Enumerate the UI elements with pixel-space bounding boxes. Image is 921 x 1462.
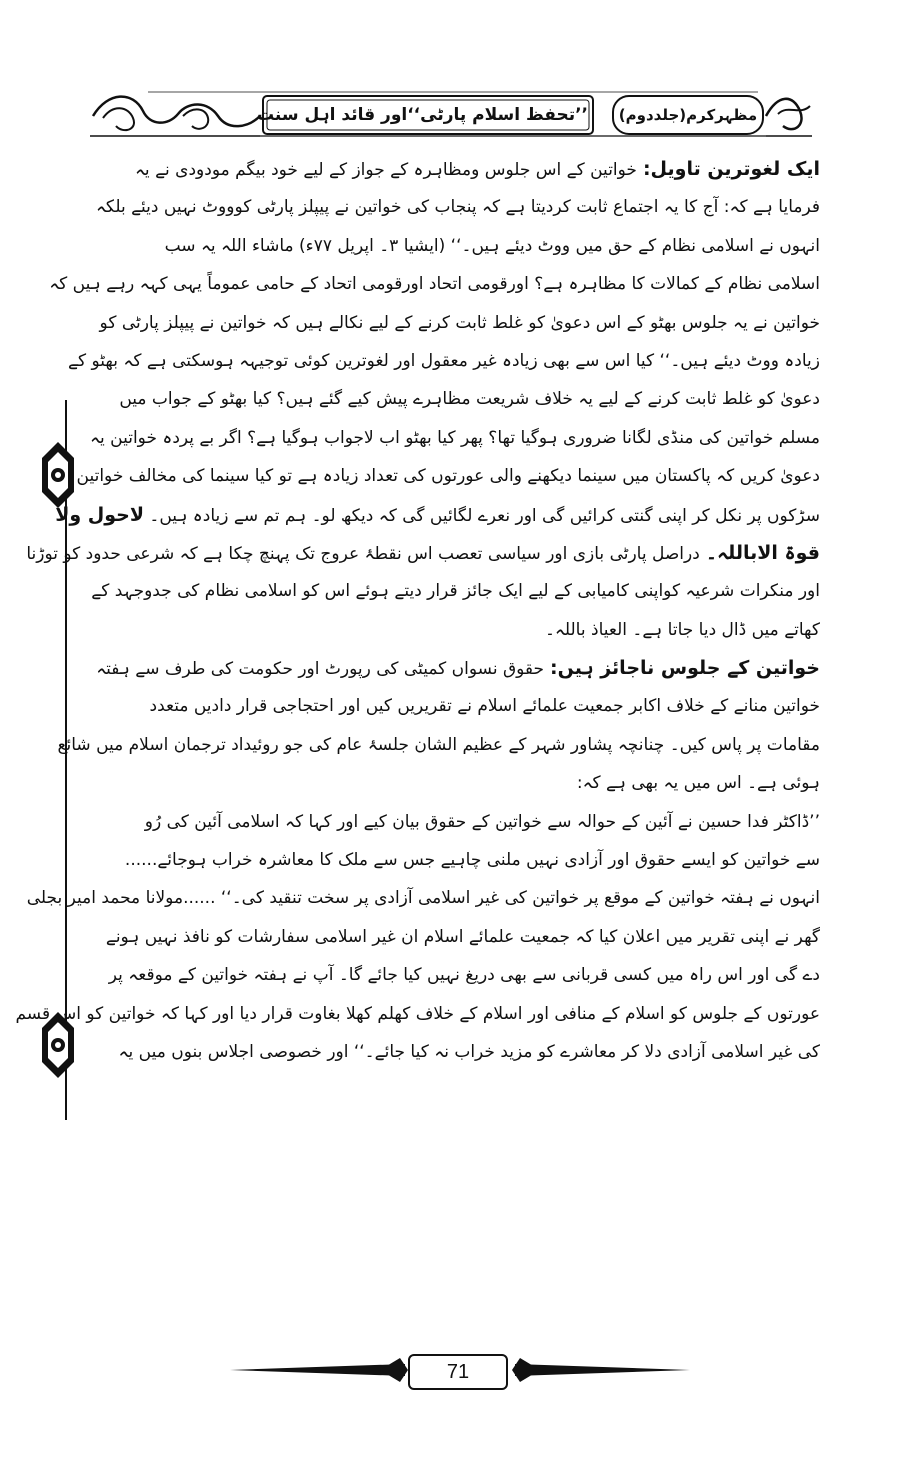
- line-text: کھاتے میں ڈال دیا جاتا ہے۔ العیاذ باللہ۔: [544, 619, 820, 640]
- text-line-17: [90, 764, 820, 802]
- text-line-14: [90, 649, 820, 687]
- text-line-24: [90, 1033, 820, 1071]
- text-line-1: [90, 150, 820, 188]
- line-text: عورتوں کے جلوس کو اسلام کے منافی اور اسلام کے خلاف کھلم کھلا بغاوت قرار دیا اور کہا کہ خواتین کو اس قسم: [15, 1003, 820, 1024]
- line-text: اسلامی نظام کے کمالات کا مظاہرہ ہے؟ اورقومی اتحاد اورقومی اتحاد کے حامی عموماً یہی کہہ رہے ہیں کہ: [49, 274, 820, 295]
- line-text: کی غیر اسلامی آزادی دلا کر معاشرے کو مزید خراب نہ کیا جائے۔‘‘ اور خصوصی اجلاس بنوں میں یہ: [118, 1041, 820, 1062]
- text-line-18: [90, 803, 820, 841]
- text-line-12: [90, 572, 820, 610]
- line-text: سڑکوں پر نکل کر اپنی گنتی کرائیں گی اور نعرے لگائیں گی کہ دیکھ لو۔ ہم تم سے زیادہ ہیں۔: [149, 505, 820, 526]
- section-heading-1: ایک لغوترین تاویل:: [642, 158, 820, 180]
- text-line-5: [90, 304, 820, 342]
- text-line-15: [90, 687, 820, 725]
- section-heading-2: خواتین کے جلوس ناجائز ہیں:: [550, 657, 820, 680]
- line-text: انہوں نے اسلامی نظام کے حق میں ووٹ دیئے ہیں۔‘‘ (ایشیا ۳۔ اپریل ۷۷ء) ماشاء اللہ یہ سب: [164, 235, 820, 256]
- line-text: مسلم خواتین کی منڈی لگانا ضروری ہوگیا تھا؟ پھر کیا بھٹو اب لاجواب ہوگیا ہے؟ اگر بے پردہ خواتین یہ: [90, 427, 820, 448]
- line-text: حقوق نسواں کمیٹی کی رپورٹ اور حکومت کی طرف سے ہفتہ: [96, 659, 545, 680]
- emphasis-phrase: لاحول ولا: [55, 503, 144, 526]
- line-text: خواتین کے اس جلوس ومظاہرہ کے جواز کے لیے خود بیگم مودودی نے یہ: [134, 160, 637, 180]
- text-line-19: [90, 841, 820, 879]
- text-line-8: [90, 419, 820, 457]
- line-text: اور منکرات شرعیہ کواپنی کامیابی کے لیے ایک جائز قرار دیتے ہوئے اس کو اسلامی نظام کی جدوجہد کے: [91, 581, 820, 602]
- text-line-11: [26, 534, 820, 572]
- running-header-title: ’’تحفظ اسلام پارٹی‘‘اور قائد اہل سنت: [256, 105, 588, 125]
- text-line-16: [57, 726, 820, 764]
- line-text: فرمایا ہے کہ: آج کا یہ اجتماع ثابت کردیتا ہے کہ پنجاب کی خواتین نے پیپلز پارٹی کوووٹ نہیں دیئے بلکہ: [95, 197, 820, 218]
- text-line-6: [68, 342, 820, 380]
- page-body: [15, 150, 820, 1071]
- emphasis-phrase-cont: قوۃ الاباللہ۔: [705, 541, 820, 564]
- text-line-9: [76, 457, 820, 495]
- line-text: انہوں نے ہفتہ خواتین کے موقع پر خواتین کی غیر اسلامی آزادی پر سخت تنقید کی۔‘‘ ......مولانا محمد امیر بجلی: [26, 888, 820, 909]
- running-header-volume: مظہرکرم(جلددوم): [618, 106, 758, 124]
- text-line-23: [15, 995, 820, 1033]
- line-text: خواتین منانے کے خلاف اکابر جمعیت علمائے اسلام نے تقریریں کیں اور احتجاجی قرار دادیں متعدد: [149, 696, 820, 717]
- line-text: زیادہ ووٹ دیئے ہیں۔‘‘ کیا اس سے بھی زیادہ غیر معقول اور لغوترین کوئی توجیہہ ہوسکتی ہے کہ بھٹو کے: [68, 350, 820, 371]
- text-line-3: [90, 227, 820, 265]
- line-text: دراصل پارٹی بازی اور سیاسی تعصب اس نقطۂ عروج تک پہنچ چکا ہے کہ شرعی حدود کو توڑنا: [26, 543, 700, 564]
- line-text: سے خواتین کو ایسے حقوق اور آزادی نہیں ملنی چاہیے جس سے ملک کا معاشرہ خراب ہوجائے......: [124, 850, 820, 871]
- line-text: مقامات پر پاس کیں۔ چنانچہ پشاور شہر کے عظیم الشان جلسۂ عام کی جو روئیداد ترجمان اسلام میں شائع: [57, 734, 820, 755]
- line-text: ہوئی ہے۔ اس میں یہ بھی ہے کہ:: [576, 773, 820, 794]
- line-text: دعویٰ کو غلط ثابت کرنے کے لیے یہ خلاف شریعت مظاہرے پیش کیے گئے ہیں؟ کیا بھٹو کے جواب میں: [119, 389, 820, 410]
- page-header: [88, 86, 814, 144]
- text-line-21: [90, 918, 820, 956]
- line-text: ’’ڈاکٹر فدا حسین نے آئین کے حوالہ سے خواتین کے حقوق بیان کیے اور کہا کہ اسلامی آئین کی رُو: [144, 811, 820, 832]
- line-text: گھر نے اپنی تقریر میں اعلان کیا کہ جمعیت علمائے اسلام ان غیر اسلامی سفارشات کو نافذ نہیں ہونے: [105, 926, 820, 947]
- page-number: 71: [408, 1354, 508, 1390]
- page-footer: [230, 1350, 690, 1390]
- line-text: دعویٰ کریں کہ پاکستان میں سینما دیکھنے والی عورتوں کی تعداد زیادہ ہے تو کیا سینما کی مخالف خواتین: [76, 466, 820, 487]
- line-text: خواتین نے یہ جلوس بھٹو کے اس دعویٰ کو غلط ثابت کرنے کے لیے نکالے ہیں کہ خواتین نے پیپلز پارٹی کو: [99, 312, 820, 333]
- line-text: دے گی اور اس راہ میں کسی قربانی سے بھی دریغ نہیں کیا جائے گا۔ آپ نے ہفتہ خواتین کے موقعہ پر: [108, 965, 820, 986]
- text-line-2: [90, 188, 820, 226]
- text-line-7: [90, 380, 820, 418]
- text-line-4: [49, 265, 820, 303]
- text-line-10: [55, 496, 820, 534]
- text-line-13: [90, 611, 820, 649]
- text-line-20: [26, 879, 820, 917]
- text-line-22: [90, 956, 820, 994]
